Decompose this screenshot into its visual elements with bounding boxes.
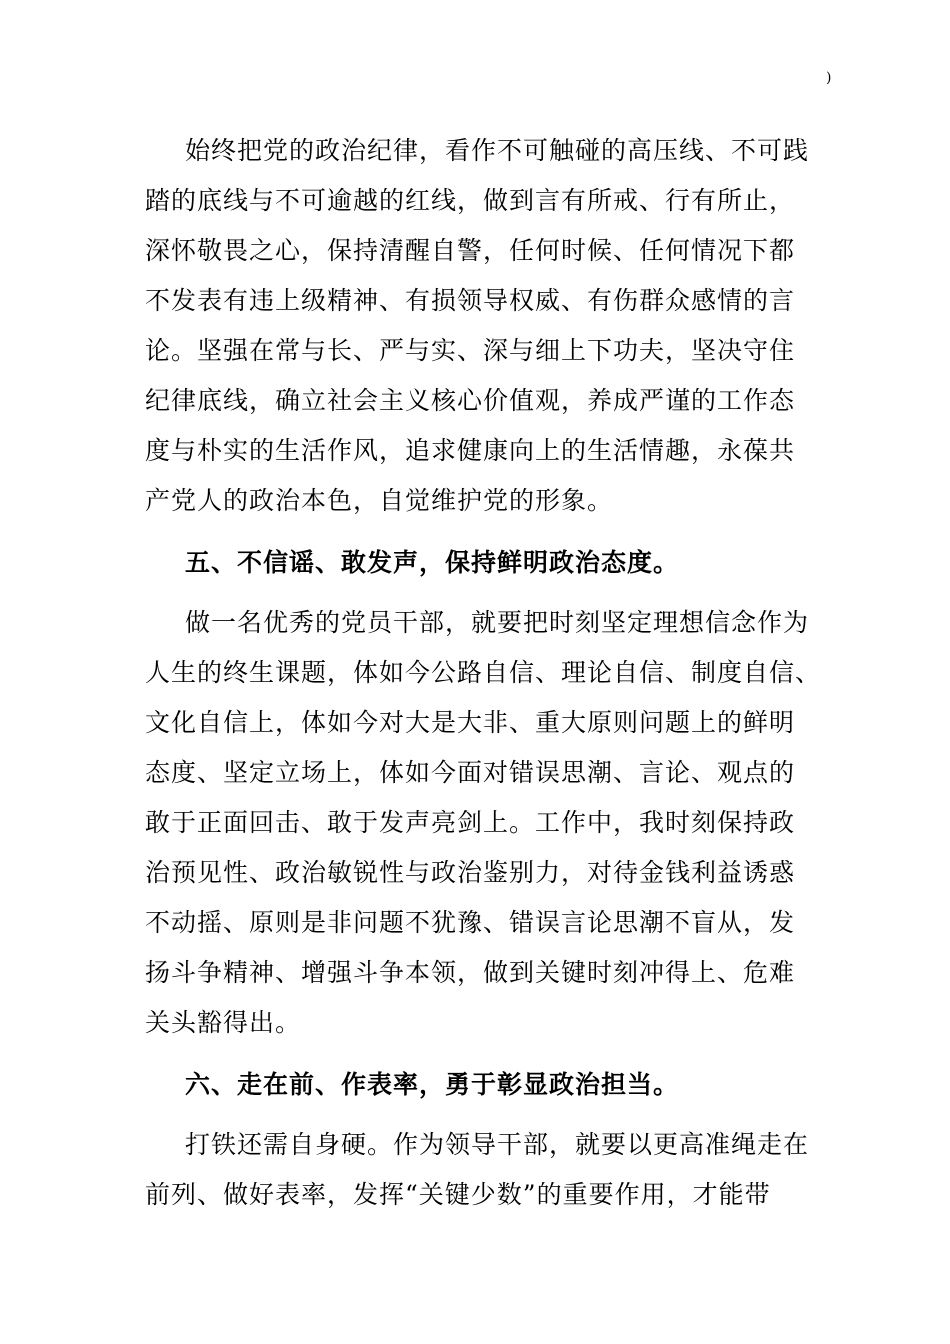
paragraph-line: 始终把党的政治纪律，看作不可触碰的高压线、不可践 <box>185 136 810 165</box>
paragraph-line: 关头豁得出。 <box>145 1008 302 1037</box>
paragraph-line: 度与朴实的生活作风，追求健康向上的生活情趣，永葆共 <box>145 436 796 465</box>
paragraph-line: 做一名优秀的党员干部，就要把时刻坚定理想信念作为 <box>185 608 810 637</box>
paragraph-line: 产党人的政治本色，自觉维护党的形象。 <box>145 486 614 515</box>
paragraph-line: 纪律底线，确立社会主义核心价值观，养成严谨的工作态 <box>145 386 796 415</box>
paragraph-line: 文化自信上，体如今对大是大非、重大原则问题上的鲜明 <box>145 708 796 737</box>
paragraph-line: 态度、坚定立场上，体如今面对错误思潮、言论、观点的 <box>145 758 796 787</box>
paragraph-line: 人生的终生课题，体如今公路自信、理论自信、制度自信、 <box>145 658 822 687</box>
paragraph-line: 前列、做好表率，发挥“关键少数”的重要作用，才能带 <box>145 1180 771 1209</box>
paragraph-line: 打铁还需自身硬。作为领导干部，就要以更高准绳走在 <box>185 1130 810 1159</box>
paragraph-line: 不动摇、原则是非问题不犹豫、错误言论思潮不盲从，发 <box>145 908 796 937</box>
section-heading: 六、走在前、作表率，勇于彰显政治担当。 <box>185 1070 680 1099</box>
page-corner-mark: ) <box>826 70 832 86</box>
paragraph-line: 治预见性、政治敏锐性与政治鉴别力，对待金钱利益诱惑 <box>145 858 796 887</box>
paragraph-line: 敢于正面回击、敢于发声亮剑上。工作中，我时刻保持政 <box>145 808 796 837</box>
paragraph-line: 不发表有违上级精神、有损领导权威、有伤群众感情的言 <box>145 286 796 315</box>
paragraph-line: 深怀敬畏之心，保持清醒自警，任何时候、任何情况下都 <box>145 236 796 265</box>
paragraph-line: 论。坚强在常与长、严与实、深与细上下功夫，坚决守住 <box>145 336 796 365</box>
paragraph-line: 扬斗争精神、增强斗争本领，做到关键时刻冲得上、危难 <box>145 958 796 987</box>
section-heading: 五、不信谣、敢发声，保持鲜明政治态度。 <box>185 548 680 577</box>
paragraph-line: 踏的底线与不可逾越的红线，做到言有所戒、行有所止， <box>145 186 796 215</box>
